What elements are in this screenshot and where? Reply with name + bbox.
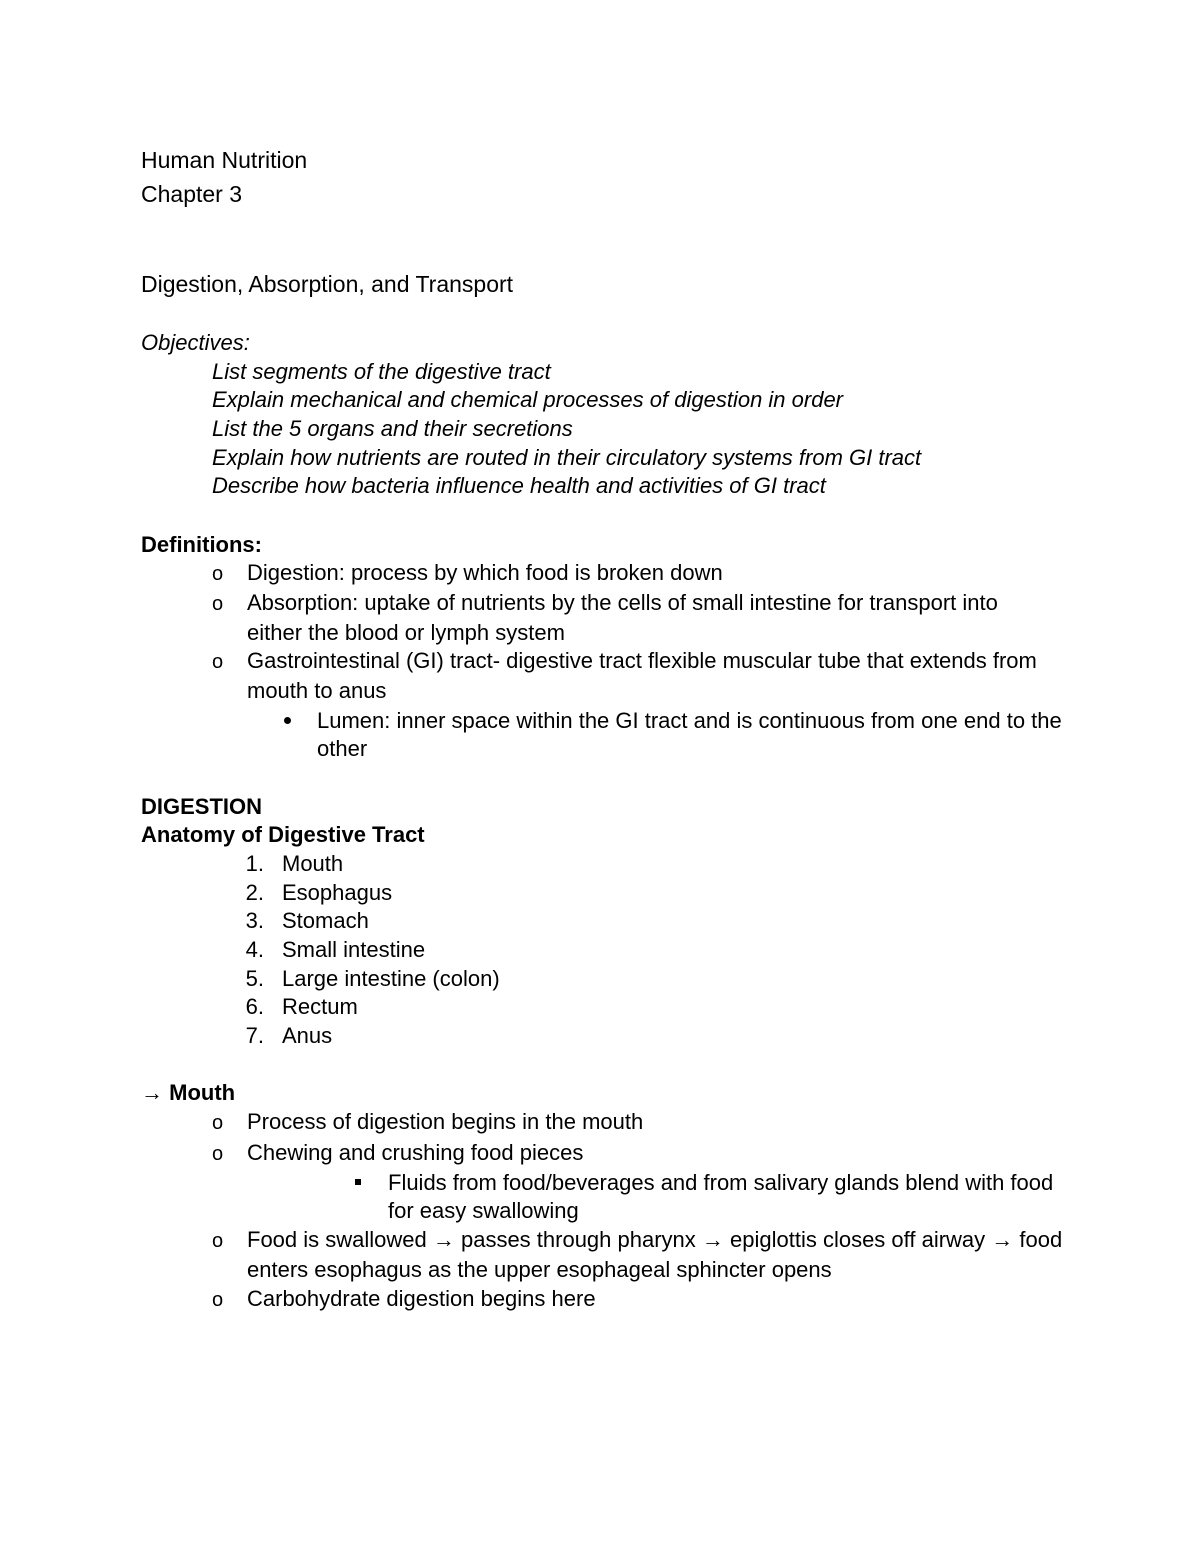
- mouth-sub-item: Fluids from food/beverages and from salivary glands blend with food: [388, 1170, 1054, 1195]
- list-number: 2.: [245, 880, 264, 905]
- definition-item-continued: mouth to anus: [247, 678, 387, 703]
- list-number: 3.: [245, 908, 264, 933]
- organ-item: Anus: [282, 1023, 333, 1048]
- organ-item: Rectum: [282, 994, 358, 1019]
- organ-item: Esophagus: [282, 880, 393, 905]
- circle-bullet-icon: o: [212, 1230, 224, 1252]
- list-number: 1.: [245, 851, 264, 876]
- organ-item: Small intestine: [282, 937, 426, 962]
- definition-sub-item: Lumen: inner space within the GI tract and is continuous from one end to the: [317, 708, 1062, 733]
- square-bullet-icon: [355, 1179, 361, 1185]
- circle-bullet-icon: o: [212, 1112, 224, 1134]
- definition-item-continued: either the blood or lymph system: [247, 620, 565, 645]
- section-subheading: Anatomy of Digestive Tract: [141, 822, 425, 847]
- organ-item: Mouth: [282, 851, 344, 876]
- list-number: 6.: [245, 994, 264, 1019]
- mouth-item: Carbohydrate digestion begins here: [247, 1286, 596, 1311]
- page-title: Digestion, Absorption, and Transport: [141, 271, 514, 297]
- definitions-heading: Definitions:: [141, 532, 262, 557]
- organ-item: Stomach: [282, 908, 369, 933]
- mouth-item: Food is swallowed → passes through pharynx → epiglottis closes off airway → food: [247, 1227, 1063, 1252]
- objective-item: List the 5 organs and their secretions: [212, 416, 573, 441]
- circle-bullet-icon: o: [212, 1143, 224, 1165]
- arrow-right-icon: →: [141, 1080, 163, 1105]
- objective-item: Explain mechanical and chemical processes of digestion in order: [212, 387, 844, 412]
- bullet-dot-icon: [284, 717, 291, 724]
- organ-item: Large intestine (colon): [282, 966, 500, 991]
- list-number: 5.: [245, 966, 264, 991]
- circle-bullet-icon: o: [212, 563, 224, 585]
- definition-item: Absorption: uptake of nutrients by the cells of small intestine for transport into: [247, 590, 998, 615]
- objective-item: Describe how bacteria influence health and activities of GI tract: [212, 473, 826, 498]
- mouth-sub-item-continued: for easy swallowing: [388, 1198, 579, 1223]
- chapter-label: Chapter 3: [141, 181, 243, 207]
- mouth-item: Process of digestion begins in the mouth: [247, 1109, 644, 1134]
- course-title: Human Nutrition: [141, 147, 308, 173]
- objective-item: List segments of the digestive tract: [212, 359, 551, 384]
- definition-item: Digestion: process by which food is broken down: [247, 560, 723, 585]
- objective-item: Explain how nutrients are routed in their circulatory systems from GI tract: [212, 445, 922, 470]
- circle-bullet-icon: o: [212, 593, 224, 615]
- mouth-item: Chewing and crushing food pieces: [247, 1140, 584, 1165]
- circle-bullet-icon: o: [212, 651, 224, 673]
- objectives-heading: Objectives:: [141, 330, 250, 355]
- mouth-heading-row: [141, 1079, 235, 1107]
- section-heading: DIGESTION: [141, 794, 263, 819]
- list-number: 7.: [245, 1023, 264, 1048]
- mouth-heading: Mouth: [169, 1080, 236, 1105]
- circle-bullet-icon: o: [212, 1289, 224, 1311]
- definition-item: Gastrointestinal (GI) tract- digestive tract flexible muscular tube that extends from: [247, 648, 1037, 673]
- list-number: 4.: [245, 937, 264, 962]
- definition-sub-item-continued: other: [317, 736, 368, 761]
- mouth-item-continued: enters esophagus as the upper esophageal sphincter opens: [247, 1257, 832, 1282]
